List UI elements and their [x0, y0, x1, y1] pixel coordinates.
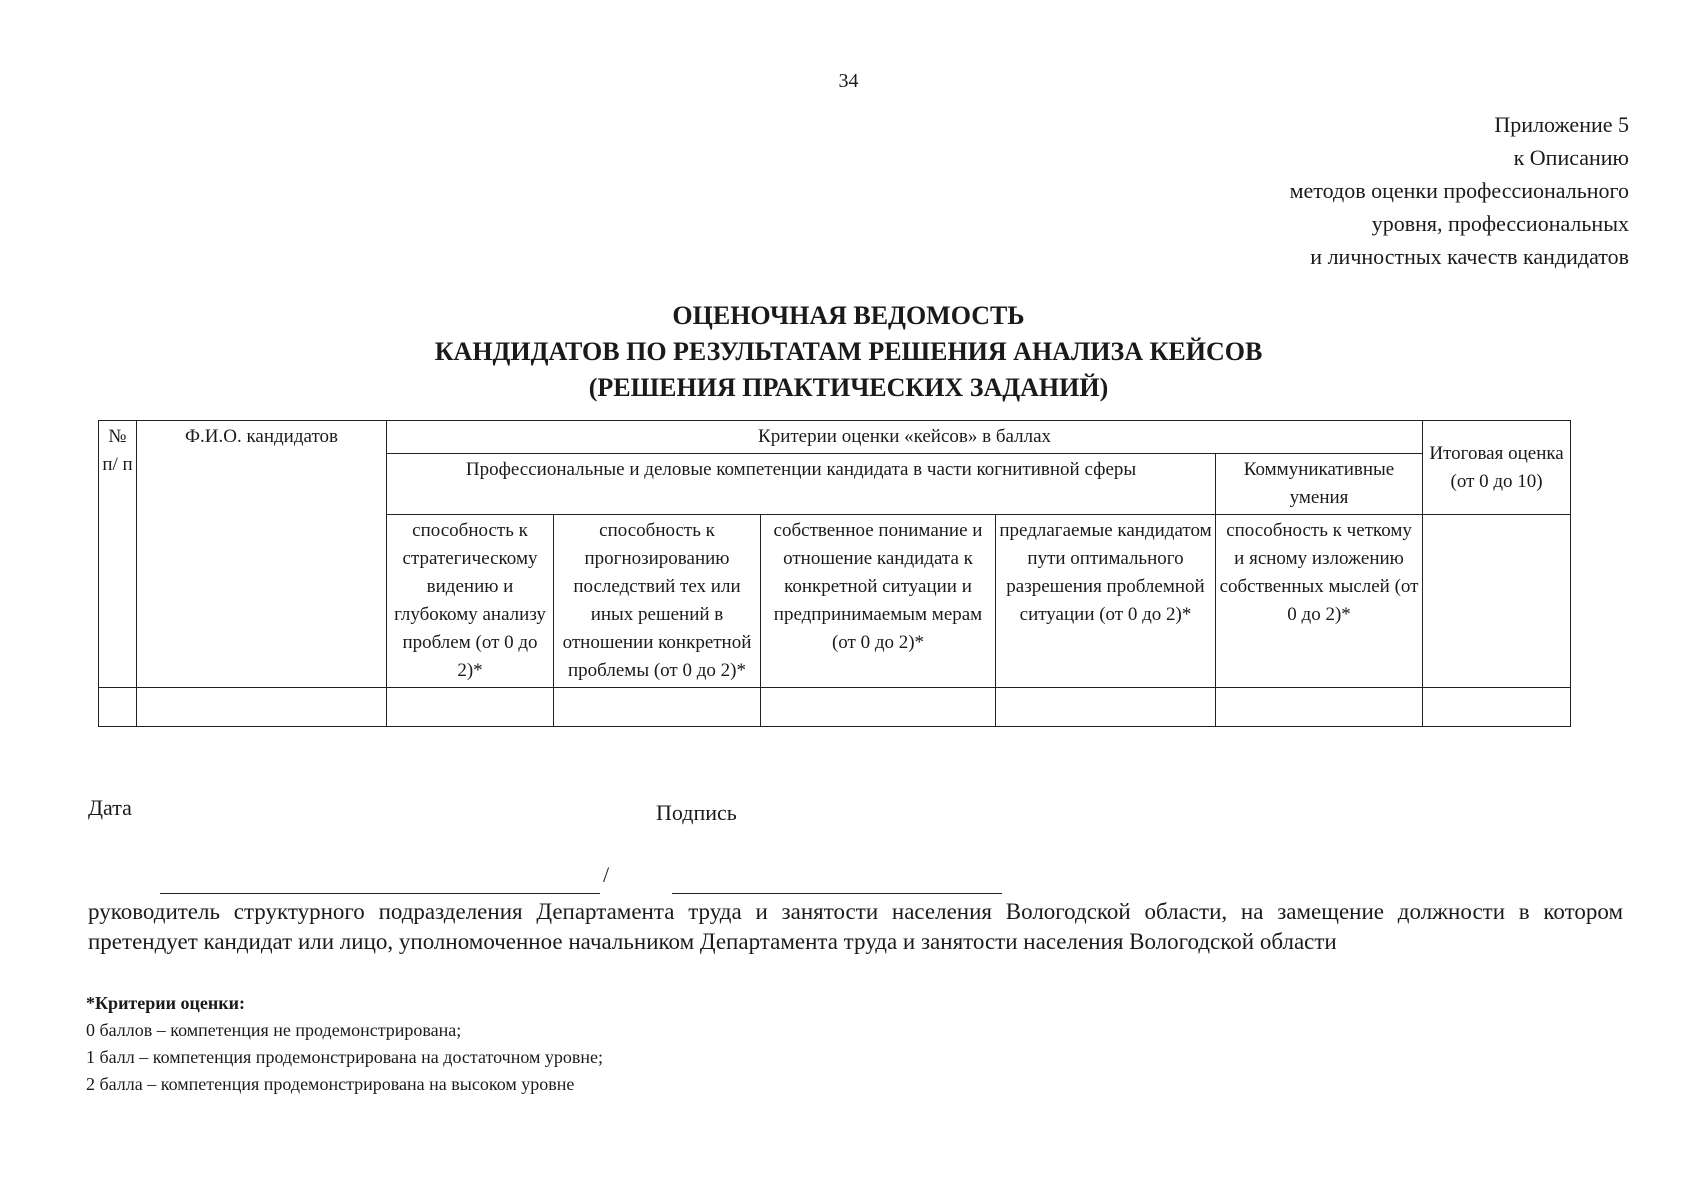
header-number: № п/ п [99, 421, 137, 688]
title-line: ОЦЕНОЧНАЯ ВЕДОМОСТЬ [672, 301, 1025, 330]
signer-description: руководитель структурного подразделения Департамента труда и занятости населения Вологодской области, на замещение должности в котором претендует кандидат или лицо, уполномоченное начальником Департамента труда и занятости населения Вологодской области [88, 899, 1623, 954]
appendix-line: методов оценки профессионального [1289, 178, 1629, 203]
criteria-notes-header: *Критерии оценки: [86, 993, 245, 1013]
date-label: Дата [88, 795, 132, 820]
header-criteria: Критерии оценки «кейсов» в баллах [387, 421, 1423, 454]
header-group-professional: Профессиональные и деловые компетенции кандидата в части когнитивной сферы [387, 454, 1216, 515]
cell-total[interactable] [1423, 688, 1571, 727]
signature-line-date[interactable] [160, 893, 600, 894]
cell-score-expression[interactable] [1216, 688, 1423, 727]
cell-number[interactable] [99, 688, 137, 727]
criteria-note-item: 2 балла – компетенция продемонстрирована на высоком уровне [86, 1074, 575, 1094]
page-number: 34 [838, 70, 859, 92]
header-candidate-name: Ф.И.О. кандидатов [137, 421, 387, 688]
header-criterion-understanding: собственное понимание и отношение кандидата к конкретной ситуации и предпринимаемым мерам (от 0 до 2)* [761, 515, 996, 688]
appendix-line: к Описанию [1513, 145, 1629, 170]
title-line: КАНДИДАТОВ ПО РЕЗУЛЬТАТАМ РЕШЕНИЯ АНАЛИЗА КЕЙСОВ [434, 337, 1263, 366]
table-row [99, 688, 1571, 727]
header-group-communicative: Коммуникативные умения [1216, 454, 1423, 515]
header-criterion-forecasting: способность к прогнозированию последствий тех или иных решений в отношении конкретной проблемы (от 0 до 2)* [554, 515, 761, 688]
document-title [0, 298, 1697, 406]
title-line: (РЕШЕНИЯ ПРАКТИЧЕСКИХ ЗАДАНИЙ) [588, 373, 1109, 402]
appendix-line: Приложение 5 [1494, 112, 1629, 137]
cell-candidate-name[interactable] [137, 688, 387, 727]
header-total: Итоговая оценка (от 0 до 10) [1423, 421, 1571, 515]
cell-score-strategic[interactable] [387, 688, 554, 727]
cell-score-solutions[interactable] [996, 688, 1216, 727]
signature-label: Подпись [656, 800, 737, 825]
signature-line-sign[interactable] [672, 893, 1002, 894]
criteria-notes [86, 990, 603, 1098]
header-criterion-expression: способность к четкому и ясному изложению собственных мыслей (от 0 до 2)* [1216, 515, 1423, 688]
header-total-blank [1423, 515, 1571, 688]
appendix-line: и личностных качеств кандидатов [1310, 244, 1629, 269]
appendix-reference [1290, 108, 1629, 273]
appendix-line: уровня, профессиональных [1371, 211, 1629, 236]
criteria-note-item: 0 баллов – компетенция не продемонстрирована; [86, 1020, 462, 1040]
cell-score-understanding[interactable] [761, 688, 996, 727]
header-criterion-solutions: предлагаемые кандидатом пути оптимального разрешения проблемной ситуации (от 0 до 2)* [996, 515, 1216, 688]
criteria-note-item: 1 балл – компетенция продемонстрирована на достаточном уровне; [86, 1047, 604, 1067]
evaluation-table-wrap [98, 420, 1570, 727]
cell-score-forecasting[interactable] [554, 688, 761, 727]
evaluation-table [98, 420, 1571, 727]
header-criterion-strategic: способность к стратегическому видению и глубокому анализу проблем (от 0 до 2)* [387, 515, 554, 688]
separator-slash: / [603, 862, 610, 887]
